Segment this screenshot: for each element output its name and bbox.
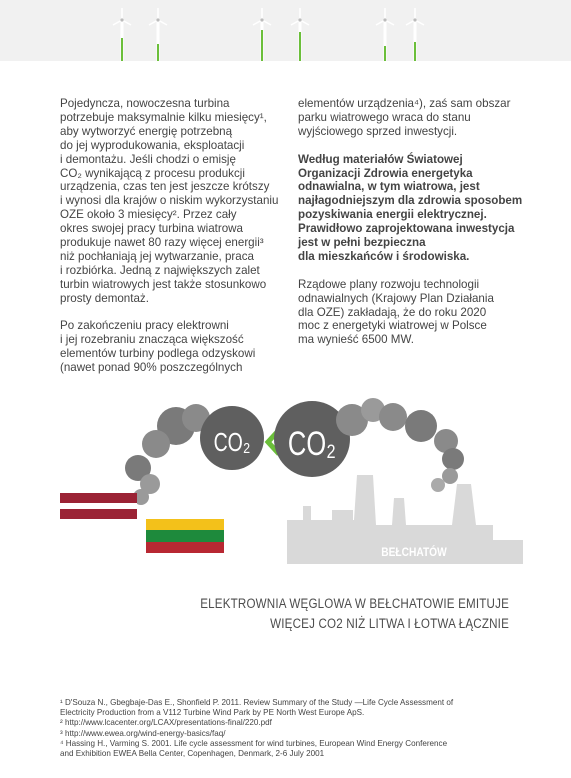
lithuania-flag [146, 519, 224, 553]
footnote: ¹ D'Souza N., Gbegbaje-Das E., Shonfield P. 2011. Review Summary of the Study —Life Cycle Assessment of Electricity Production from a V112 Turbine Wind Park by PE North West Europe ApS. [60, 698, 454, 718]
footnote: ³ http://www.ewea.org/wind-energy-basics/faq/ [60, 728, 226, 738]
caption [200, 594, 509, 634]
footnote: ² http://www.lcacenter.org/LCAX/presentations-final/220.pdf [60, 718, 272, 728]
body-column-right [298, 97, 528, 361]
wind-turbine-icon [405, 6, 425, 61]
wind-turbine-icon [290, 6, 310, 61]
wind-turbine-icon [252, 6, 272, 61]
co2-label-small: CO₂ [213, 427, 251, 457]
paragraph: Rządowe plany rozwoju technologii odnawialnych (Krajowy Plan Działania dla OZE) zakładają, że do roku 2020 moc z energetyki wiatrowej w Polsce ma wynieść 6500 MW. [298, 277, 494, 347]
caption-line: WIĘCEJ CO2 NIŻ LITWA I ŁOTWA ŁĄCZNIE [270, 616, 509, 631]
wind-turbine-icon [375, 6, 395, 61]
footnote: ⁴ Hassing H., Varming S. 2001. Life cycle assessment for wind turbines, European Wind Energy Conference and Exhibition EWEA Bella Center, Copenhagen, Denmark, 2-6 July 2001 [60, 738, 448, 759]
plant-label: BEŁCHATÓW [381, 546, 447, 560]
co2-label-large: CO₂ [287, 425, 337, 463]
header-band [0, 0, 571, 61]
highlight-paragraph: Według materiałów Światowej Organizacji Zdrowia energetyka odnawialna, w tym wiatrowa, jest najłagodniejszym dla zdrowia sposobem pozyskiwania energii elektrycznej. Prawidłowo zaprojektowana inwestycja jest w pełni bezpieczna dla mieszkańców i środowiska. [298, 152, 523, 263]
footnotes [60, 698, 520, 759]
caption-line: ELEKTROWNIA WĘGLOWA W BEŁCHATOWIE EMITUJE [200, 596, 509, 611]
paragraph: Pojedyncza, nowoczesna turbina potrzebuje maksymalnie kilku miesięcy¹, aby wytworzyć energię potrzebną do jej wyprodukowania, eksploatacji i demontażu. Jeśli chodzi o emisję CO₂ wynikającą z procesu produkcji urządzenia, czas ten jest jeszcze krótszy i wynosi dla krajów o niskim wykorzystaniu OZE około 3 miesięcy². Przez cały okres swojej pracy turbina wiatrowa produkuje nawet 80 razy więcej energii³ niż pochłaniają jej wytwarzanie, praca i rozbiórka. Jedną z największych zalet turbin wiatrowych jest także stosunkowo prosty demontaż. [60, 97, 279, 305]
wind-turbine-icon [148, 6, 168, 61]
emissions-illustration [0, 380, 571, 580]
wind-turbine-icon [112, 6, 132, 61]
latvia-flag [60, 493, 137, 519]
body-column-left [60, 97, 296, 389]
paragraph: elementów urządzenia⁴), zaś sam obszar parku wiatrowego wraca do stanu wyjściowego sprzed inwestycji. [298, 97, 511, 138]
paragraph: Po zakończeniu pracy elektrowni i jej rozebraniu znacząca większość elementów turbiny podlega odzyskowi (nawet ponad 90% poszczególnych [60, 319, 256, 375]
